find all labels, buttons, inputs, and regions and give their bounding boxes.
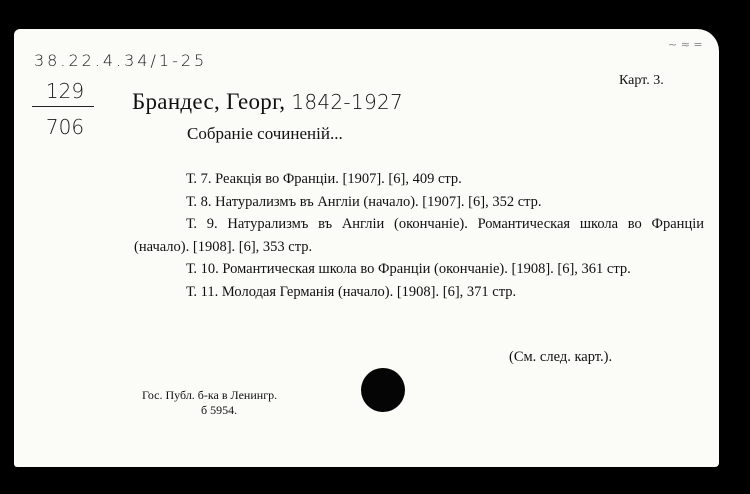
volume-entry: Т. 7. Реакція во Франціи. [1907]. [6], 409 стр. [186, 171, 462, 187]
catalog-card [14, 29, 719, 467]
punch-hole [361, 368, 405, 412]
shelf-mark-top: 129 [45, 79, 85, 103]
author-dates: 1842-1927 [291, 90, 404, 114]
corner-smudge: ~ ≈ = [668, 38, 703, 51]
library-stamp [142, 388, 277, 418]
volume-list [134, 168, 704, 303]
volume-entry: Т. 10. Романтическая школа во Франціи (окончаніе). [1908]. [6], 361 стр. [186, 261, 631, 277]
volume-entry: Т. 11. Молодая Германія (начало). [1908]. [6], 371 стр. [186, 283, 517, 300]
classification-number: 38.22.4.34/1-25 [34, 51, 208, 70]
see-next-card: (См. след. карт.). [509, 349, 613, 365]
volume-entry: Т. 9. Натурализмъ въ Англіи (окончаніе). Романтическая школа во Франціи (начало). [1908]. [6], 353 стр. [134, 216, 704, 255]
library-name: Гос. Публ. б-ка в Ленингр. [142, 388, 278, 402]
library-number: б 5954. [201, 403, 238, 417]
collection-title: Собраніе сочиненій... [187, 124, 343, 143]
shelf-mark-divider [32, 106, 94, 107]
author-heading [132, 89, 403, 115]
volume-entry: Т. 8. Натурализмъ въ Англіи (начало). [1907]. [6], 352 стр. [186, 193, 542, 210]
shelf-mark-bottom: 706 [45, 115, 85, 139]
card-number: Карт. 3. [619, 73, 664, 88]
author-name: Брандес, Георг, [132, 89, 286, 114]
